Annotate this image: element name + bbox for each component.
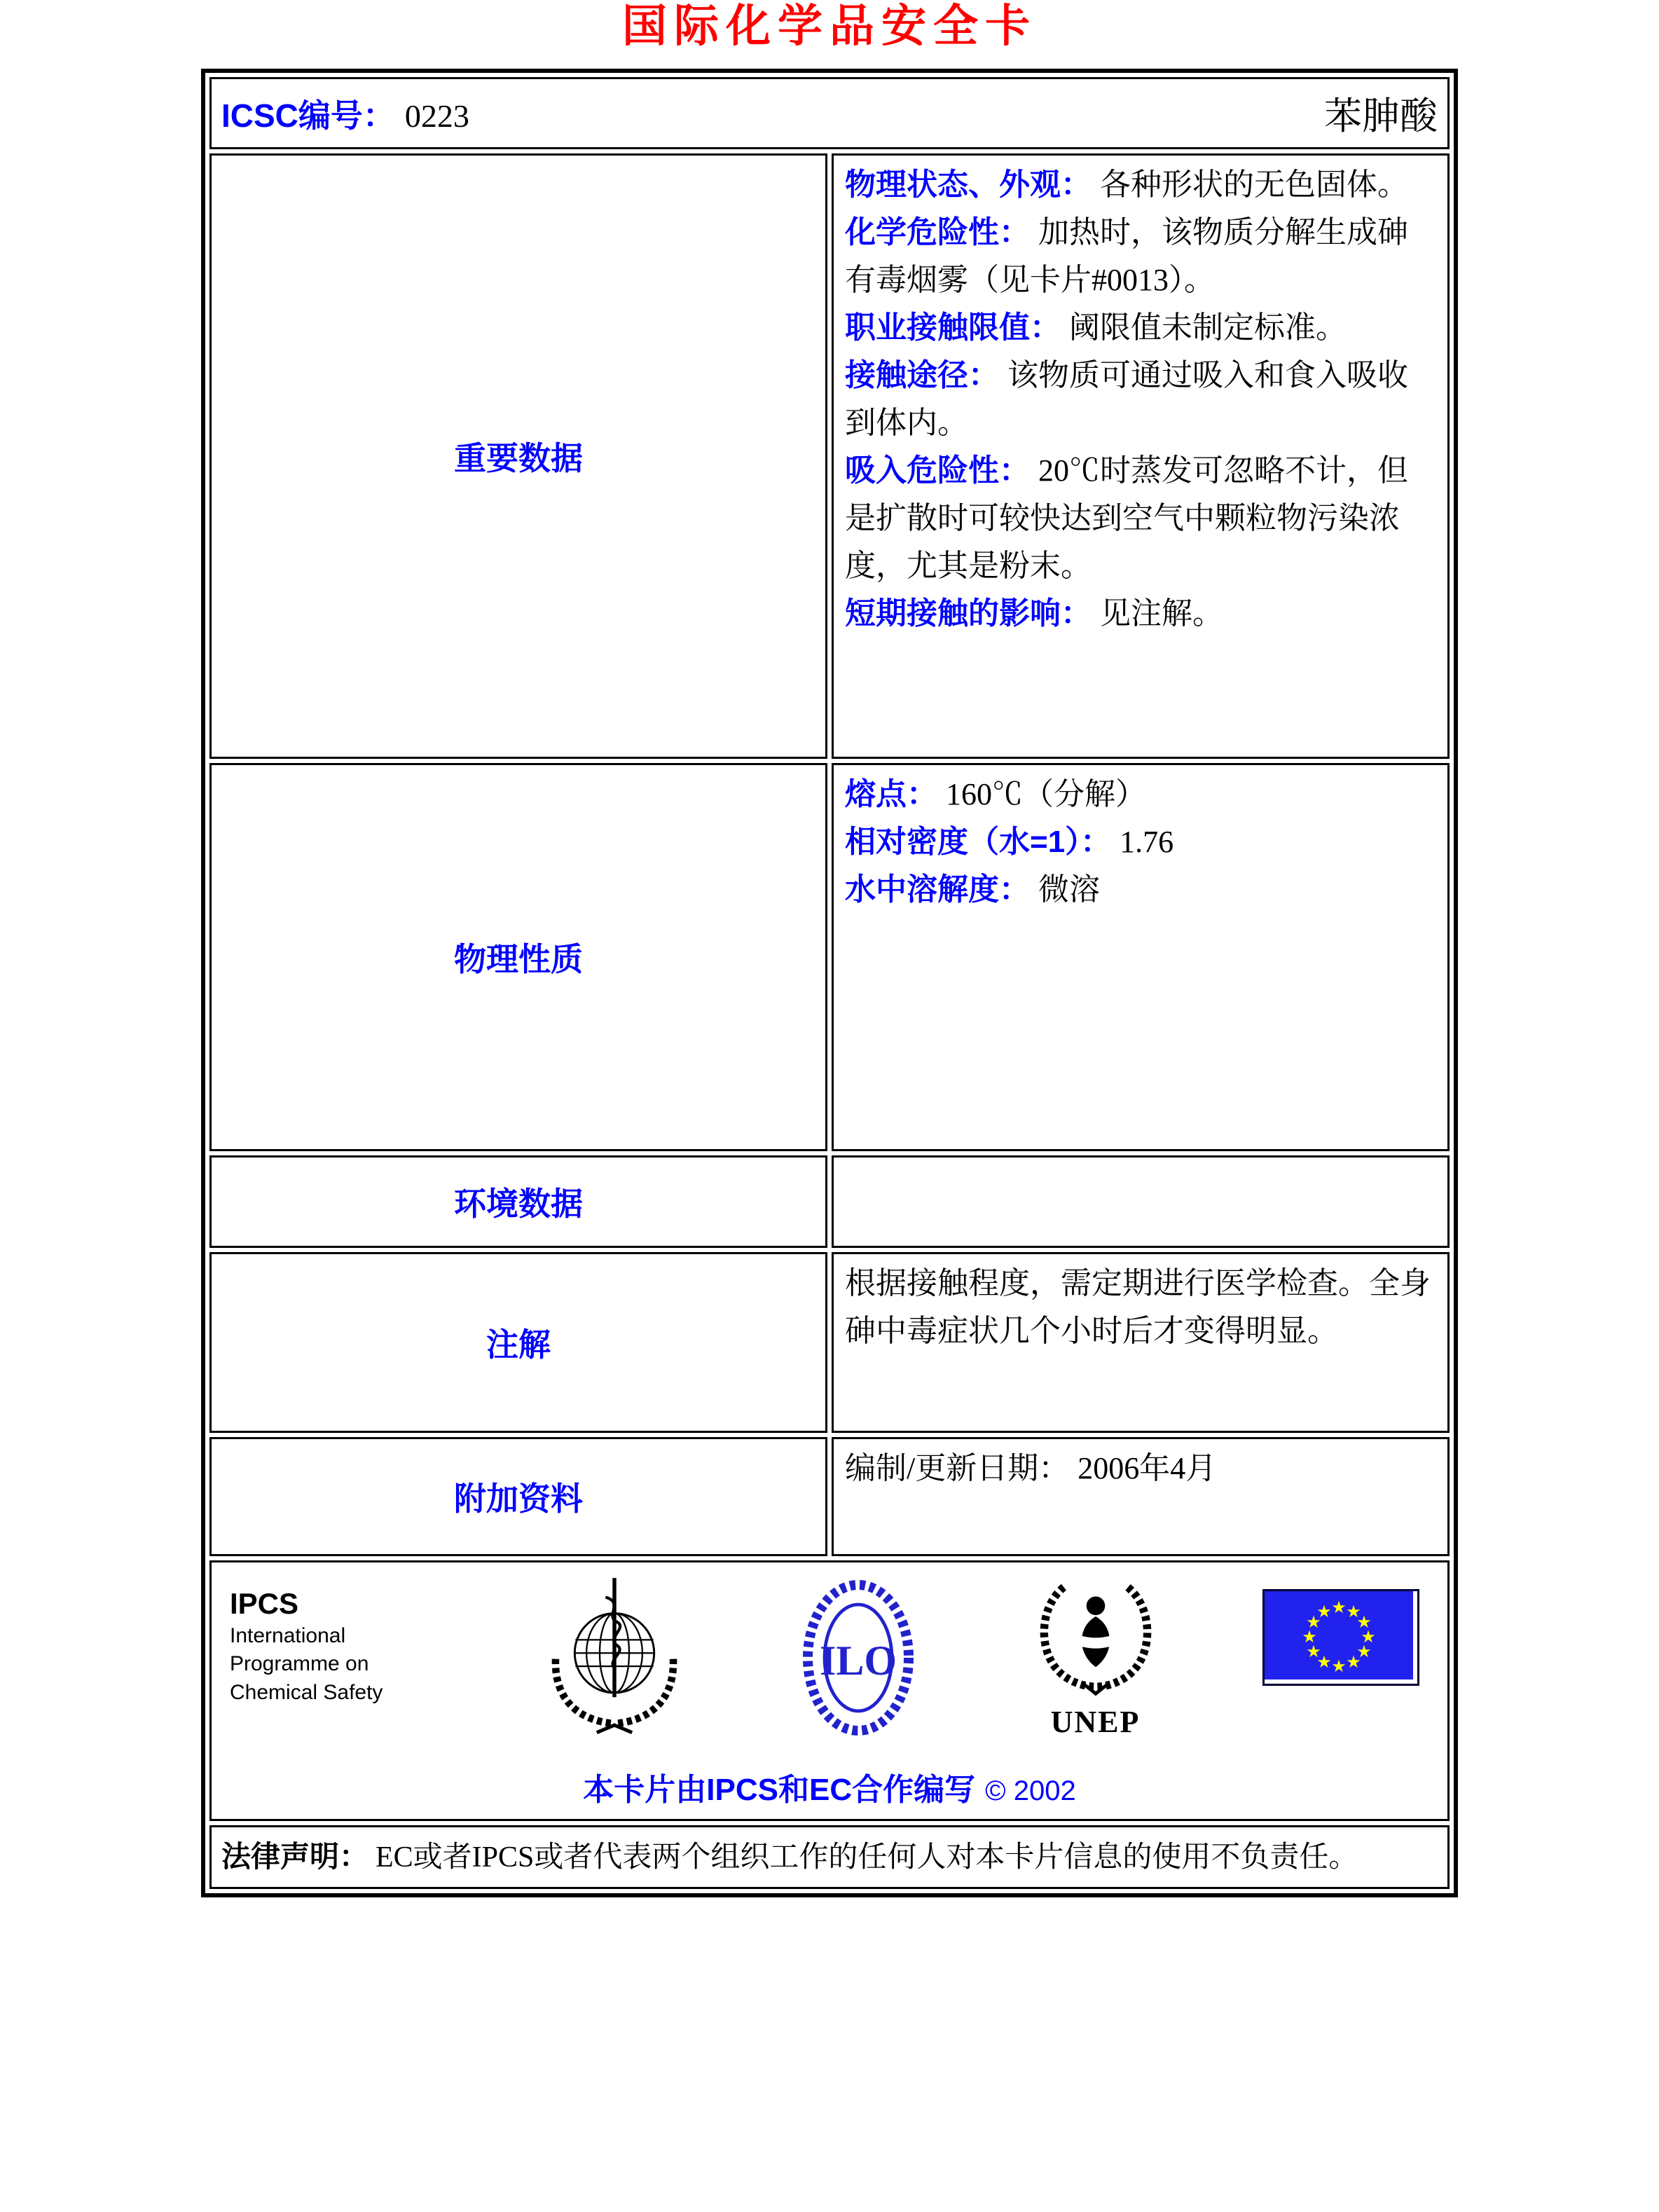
legal-notice-text: EC或者IPCS或者代表两个组织工作的任何人对本卡片信息的使用不负责任。 [376,1841,1358,1874]
section-label-additional-information: 附加资料 [209,1437,827,1556]
field-value: 微溶 [1038,872,1100,907]
svg-text:★: ★ [1306,1612,1321,1633]
legal-notice-row [209,1825,1450,1889]
field-value: 2006年4月 [1078,1451,1217,1486]
page-title: 国际化学品安全卡 [622,1,1037,51]
important-data-line [845,447,1436,590]
who-emblem-icon [541,1576,688,1752]
chemical-name: 苯胂酸 [1324,95,1438,138]
important-data-line [845,161,1436,209]
unep-emblem-icon [1029,1576,1162,1710]
update-date-line [845,1445,1436,1492]
important-data-line [845,352,1436,447]
field-value: 见注解。 [1100,596,1223,631]
field-label: 熔点： [845,777,937,812]
field-value: 加热时，该物质分解生成砷有毒烟雾（见卡片#0013）。 [845,215,1408,298]
section-label-important-data: 重要数据 [209,153,827,759]
unep-wordmark: UNEP [1050,1705,1141,1740]
icsc-card-table [201,69,1458,1897]
svg-text:ILO: ILO [819,1637,897,1684]
ipcs-title: IPCS [230,1587,299,1621]
icsc-number-group [221,90,469,137]
field-value: 该物质可通过吸入和食入吸收到体内。 [845,358,1408,441]
field-value: 20℃时蒸发可忽略不计，但是扩散时可较快达到空气中颗粒物污染浓度，尤其是粉末。 [845,453,1408,584]
field-value: 阈限值未制定标准。 [1069,310,1347,345]
field-value: 1.76 [1120,825,1174,860]
field-label: 吸入危险性： [845,453,1030,488]
svg-text:★: ★ [1302,1627,1317,1647]
organizations-row [209,1560,1450,1821]
legal-notice-label: 法律声明： [221,1840,369,1874]
ipcs-text-block [230,1576,440,1707]
section-label-environmental-data: 环境数据 [209,1155,827,1248]
svg-text:★: ★ [1346,1602,1361,1622]
physical-property-line [845,818,1436,866]
section-content-important-data [832,153,1450,759]
copyright-line [226,1764,1433,1809]
field-label: 物理状态、外观： [845,167,1092,202]
ilo-logo [788,1576,928,1752]
field-label: 化学危险性： [845,215,1030,250]
section-label-physical-properties: 物理性质 [209,763,827,1151]
ilo-emblem-icon [788,1576,928,1752]
important-data-line [845,209,1436,304]
svg-text:★: ★ [1331,1656,1347,1677]
icsc-number-value: 0223 [404,97,469,134]
field-label: 水中溶解度： [845,872,1030,907]
who-logo [541,1576,688,1752]
svg-text:★: ★ [1356,1612,1372,1633]
icsc-number-label: ICSC编号： [221,97,395,134]
unep-logo [1029,1576,1162,1740]
svg-text:★: ★ [1316,1652,1332,1672]
svg-text:★: ★ [1316,1602,1332,1622]
svg-text:★: ★ [1361,1627,1376,1647]
svg-text:★: ★ [1356,1642,1372,1662]
important-data-line [845,590,1436,638]
ipcs-subtitle-line: Chemical Safety [230,1680,383,1704]
section-content-notes [832,1252,1450,1433]
eu-flag-icon [1262,1589,1419,1686]
section-content-physical-properties [832,763,1450,1151]
copyright-text: 本卡片由IPCS和EC合作编写 [583,1773,976,1808]
field-label: 职业接触限值： [845,310,1061,345]
field-label: 接触途径： [845,358,999,393]
section-label-notes: 注解 [209,1252,827,1433]
ipcs-subtitle-line: International [230,1623,346,1647]
field-value: 160℃（分解） [946,777,1146,812]
field-value: 各种形状的无色固体。 [1100,167,1408,202]
svg-text:★: ★ [1346,1652,1361,1672]
header-row [209,77,1450,149]
copyright-year: © 2002 [985,1775,1076,1807]
physical-property-line [845,771,1436,818]
ipcs-subtitle-line: Programme on [230,1652,369,1676]
svg-text:★: ★ [1306,1642,1321,1662]
physical-property-line [845,866,1436,914]
section-content-additional-information [832,1437,1450,1556]
notes-text: 根据接触程度，需定期进行医学检查。全身砷中毒症状几个小时后才变得明显。 [845,1266,1431,1349]
important-data-line [845,304,1436,352]
field-label: 相对密度（水=1）： [845,825,1112,860]
section-content-environmental-data [832,1155,1450,1248]
eu-flag [1262,1576,1419,1686]
field-label: 编制/更新日期： [845,1451,1070,1486]
field-label: 短期接触的影响： [845,596,1092,631]
svg-text:★: ★ [1331,1598,1347,1618]
